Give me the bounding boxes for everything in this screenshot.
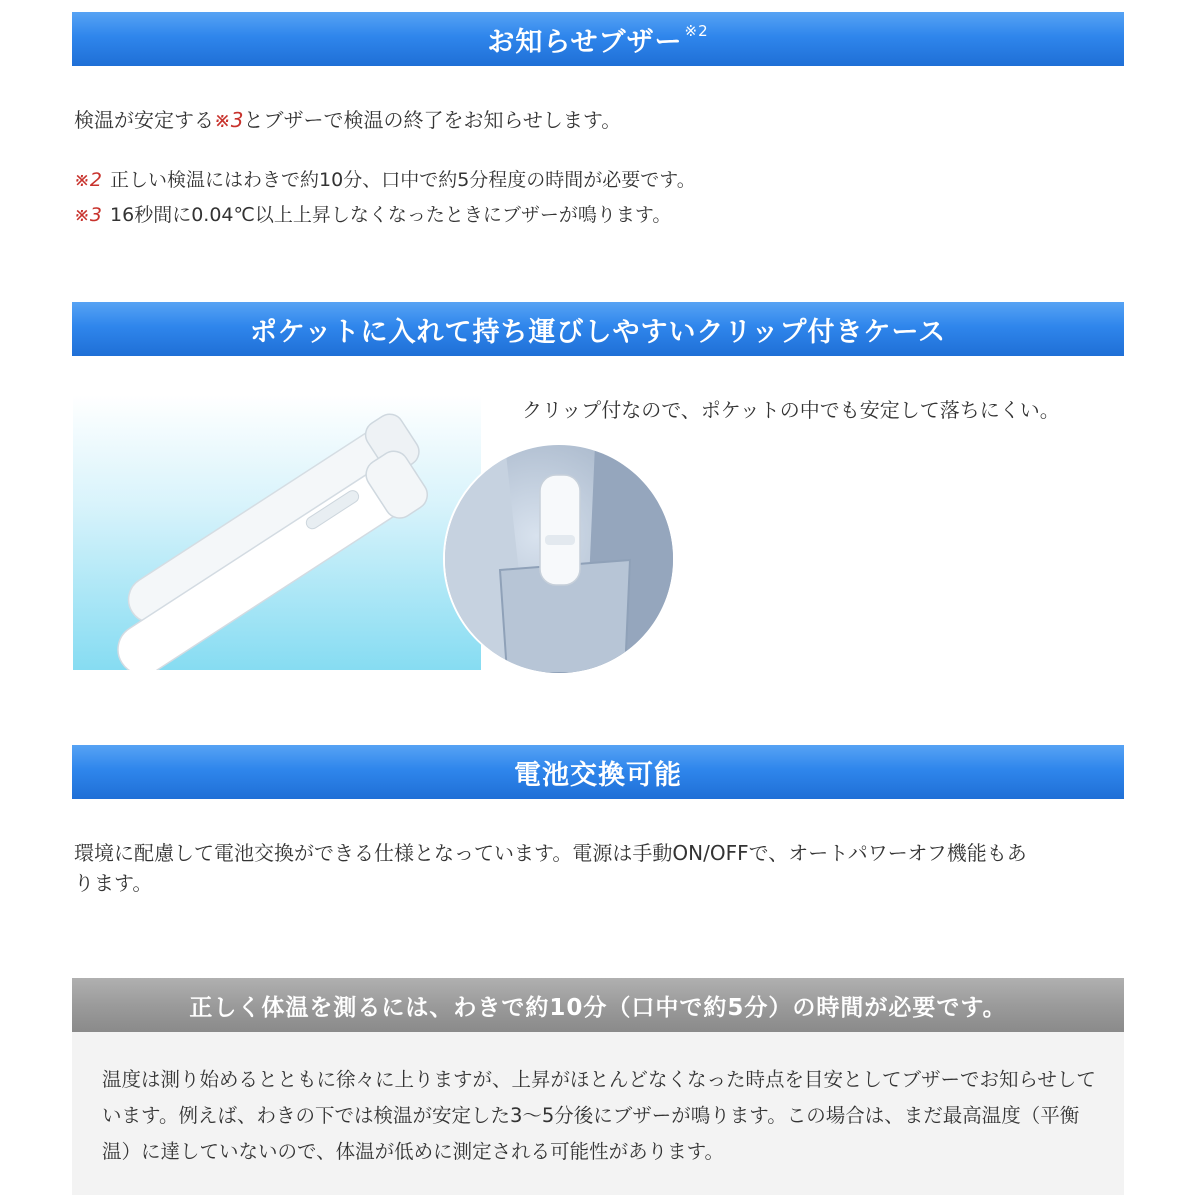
section-buzzer-header <box>72 12 1124 66</box>
footnote-2 <box>74 165 696 192</box>
section-buzzer-body-a: 検温が安定する <box>74 108 214 132</box>
footnote-3 <box>74 200 671 227</box>
section-battery-body <box>74 838 1134 898</box>
section-buzzer-body <box>74 105 621 135</box>
section-clip-case-header <box>72 302 1124 356</box>
footnote-2-mark: ※2 <box>74 169 103 191</box>
section-buzzer-body-note-mark: ※3 <box>214 108 244 132</box>
section-measure-header <box>72 978 1124 1032</box>
section-measure-body: 温度は測り始めるとともに徐々に上りますが、上昇がほとんどなくなった時点を目安としてブザーでお知らせしています。例えば、わきの下では検温が安定した3～5分後にブザーが鳴ります。この場合は、まだ最高温度（平衡温）に達していないので、体温が低めに測定される可能性があります。 <box>102 1068 1096 1163</box>
section-measure-box <box>72 1032 1124 1195</box>
section-battery-header <box>72 745 1124 799</box>
section-buzzer-title: お知らせブザー <box>487 26 683 58</box>
shirt-pocket-image <box>443 443 675 675</box>
footnote-2-text: 正しい検温にはわきで約10分、口中で約5分程度の時間が必要です。 <box>110 169 696 191</box>
section-clip-case-title: ポケットに入れて持ち運びしやすいクリップ付きケース <box>249 316 947 348</box>
thermometer-case-image <box>73 395 481 670</box>
section-battery-title: 電池交換可能 <box>514 759 682 791</box>
footnote-3-text: 16秒間に0.04℃以上上昇しなくなったときにブザーが鳴ります。 <box>110 204 672 226</box>
section-battery-body-line1: 環境に配慮して電池交換ができる仕様となっています。電源は手動ON/OFFで、オートパワーオフ機能もあ <box>74 841 1027 865</box>
thermometer-case-illustration <box>73 395 481 670</box>
section-battery-body-line2: ります。 <box>74 871 153 895</box>
clip-case-caption: クリップ付なので、ポケットの中でも安定して落ちにくい。 <box>522 398 1060 422</box>
shirt-pocket-illustration <box>445 445 673 673</box>
section-measure-title: 正しく体温を測るには、わきで約10分（口中で約5分）の時間が必要です。 <box>189 994 1007 1021</box>
section-buzzer-body-b: とブザーで検温の終了をお知らせします。 <box>243 108 622 132</box>
footnote-3-mark: ※3 <box>74 204 103 226</box>
section-buzzer-title-note: ※2 <box>684 22 709 40</box>
